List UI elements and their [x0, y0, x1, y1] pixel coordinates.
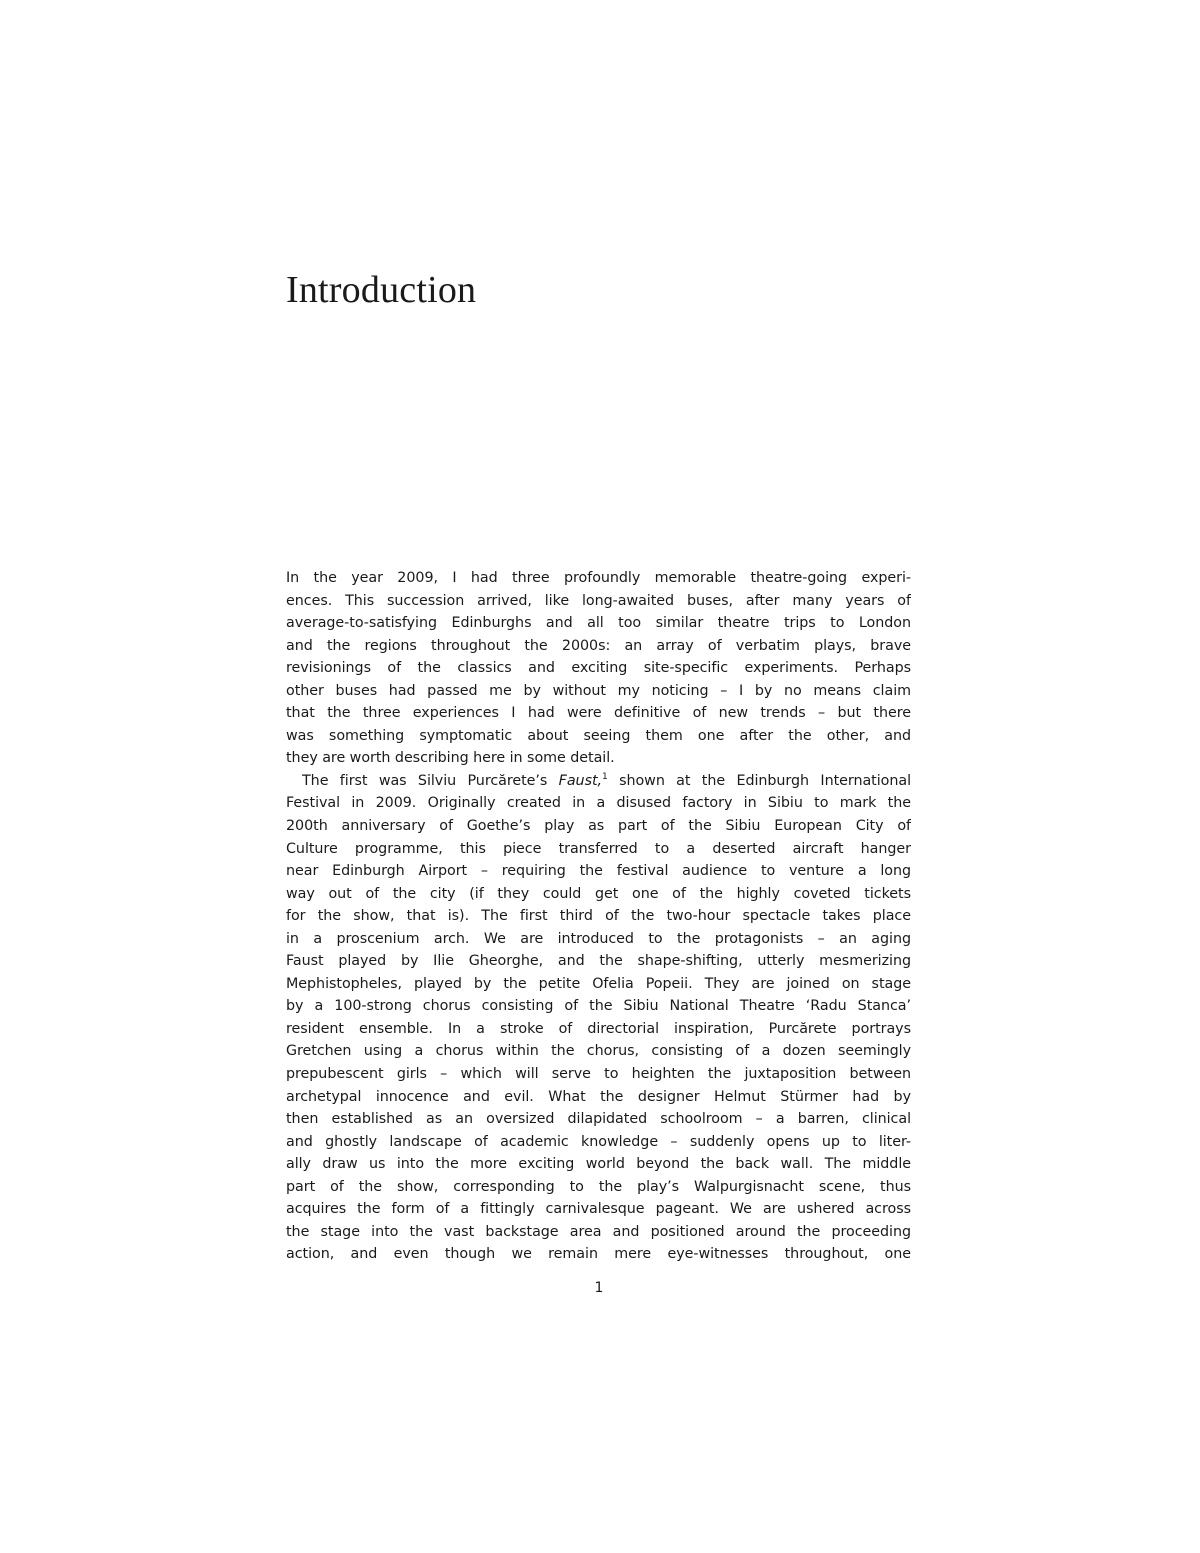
text-line: way out of the city (if they could get one of the highly coveted tickets	[286, 885, 911, 902]
text-line: Faust played by Ilie Gheorghe, and the shape-shifting, utterly mesmerizing	[286, 953, 911, 970]
text-line-first	[286, 770, 911, 793]
paragraph-2	[286, 770, 911, 1266]
page-number-value: 1	[594, 1280, 604, 1296]
text-line: and the regions throughout the 2000s: an array of verbatim plays, brave	[286, 637, 911, 654]
text-line: acquires the form of a fittingly carnivalesque pageant. We are ushered across	[286, 1201, 911, 1218]
text-line: 200th anniversary of Goethe’s play as part of the Sibiu European City of	[286, 818, 911, 835]
text-line: for the show, that is). The first third of the two-hour spectacle takes place	[286, 908, 911, 925]
text-line: average-to-satisfying Edinburghs and all too similar theatre trips to London	[286, 615, 911, 632]
text-line: Festival in 2009. Originally created in a disused factory in Sibiu to mark the	[286, 795, 911, 812]
text-line: the stage into the vast backstage area and positioned around the proceeding	[286, 1223, 911, 1240]
text-line: Gretchen using a chorus within the chorus, consisting of a dozen seemingly	[286, 1043, 911, 1060]
text-run: The first was Silviu Purcărete’s	[302, 772, 559, 789]
footnote-reference[interactable]: 1	[602, 772, 608, 783]
text-line: they are worth describing here in some detail.	[286, 750, 615, 767]
text-line: that the three experiences I had were definitive of new trends – but there	[286, 705, 911, 722]
text-line: ally draw us into the more exciting world beyond the back wall. The middle	[286, 1156, 911, 1173]
text-line: prepubescent girls – which will serve to heighten the juxtaposition between	[286, 1066, 911, 1083]
text-line: revisionings of the classics and exciting site-specific experiments. Perhaps	[286, 660, 911, 677]
chapter-title: Introduction	[286, 269, 477, 311]
work-title-italic: Faust,	[558, 772, 603, 789]
text-line: In the year 2009, I had three profoundly memorable theatre-going experi-	[286, 570, 911, 586]
text-line: Culture programme, this piece transferred to a deserted aircraft hanger	[286, 840, 911, 857]
text-line: Mephistopheles, played by the petite Ofelia Popeii. They are joined on stage	[286, 975, 911, 992]
text-line: action, and even though we remain mere eye-witnesses throughout, one	[286, 1246, 911, 1263]
text-line: by a 100-strong chorus consisting of the Sibiu National Theatre ‘Radu Stanca’	[286, 998, 911, 1015]
text-line: part of the show, corresponding to the play’s Walpurgisnacht scene, thus	[286, 1178, 911, 1195]
text-line: ences. This succession arrived, like long-awaited buses, after many years of	[286, 592, 911, 609]
text-line: was something symptomatic about seeing them one after the other, and	[286, 727, 911, 744]
text-run: shown at the Edinburgh International	[607, 772, 911, 789]
page-number	[0, 1278, 1200, 1298]
text-line: and ghostly landscape of academic knowledge – suddenly opens up to liter-	[286, 1133, 911, 1150]
paragraph-1	[286, 567, 911, 770]
text-line: then established as an oversized dilapidated schoolroom – a barren, clinical	[286, 1111, 911, 1128]
text-line: resident ensemble. In a stroke of directorial inspiration, Purcărete portrays	[286, 1020, 911, 1037]
text-line: in a proscenium arch. We are introduced to the protagonists – an aging	[286, 930, 911, 947]
text-line: near Edinburgh Airport – requiring the festival audience to venture a long	[286, 863, 911, 880]
text-line: other buses had passed me by without my noticing – I by no means claim	[286, 682, 911, 699]
text-line: archetypal innocence and evil. What the designer Helmut Stürmer had by	[286, 1088, 911, 1105]
body-text	[286, 567, 911, 1266]
